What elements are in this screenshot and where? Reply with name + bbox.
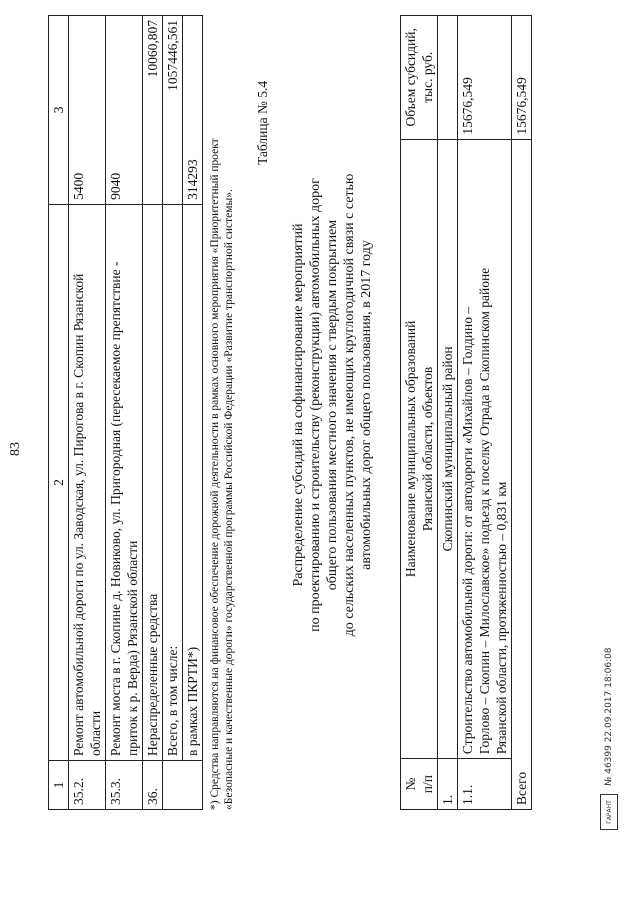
header-cell: 2 xyxy=(49,204,69,760)
table-row xyxy=(143,16,163,810)
header-line: Наименование муниципальных образований xyxy=(403,320,418,578)
header-volume xyxy=(401,16,438,140)
title-line: по проектированию и строительству (реконструкции) автомобильных дорог xyxy=(308,178,323,632)
table-row xyxy=(106,16,143,810)
header-line: тыс. руб. xyxy=(420,51,435,103)
row-value: 15676,549 xyxy=(458,16,512,140)
table-row xyxy=(69,16,106,810)
row-number xyxy=(163,761,183,810)
title-line: автомобильных дорог общего пользования, в 2017 году xyxy=(359,240,374,570)
row-number xyxy=(183,761,203,810)
row-name xyxy=(69,204,106,760)
subsidy-distribution-table xyxy=(400,15,532,810)
header-cell: 3 xyxy=(49,16,69,205)
row-number: 35.2. xyxy=(69,761,106,810)
subsidy-table-continuation xyxy=(48,15,203,810)
row-number: 35.3. xyxy=(106,761,143,810)
table-row xyxy=(163,16,183,810)
section-value xyxy=(438,16,458,140)
row-name xyxy=(106,204,143,760)
header-line: Рязанской области, объектов xyxy=(420,366,435,532)
row-name: Всего, в том числе: xyxy=(163,204,183,760)
row-name-line: области xyxy=(88,710,103,757)
row-value: 5400 xyxy=(69,16,106,205)
header-number xyxy=(401,759,438,810)
section-name: Скопинский муниципальный район xyxy=(438,139,458,759)
header-cell: 1 xyxy=(49,761,69,810)
row-name: в рамках ПКРТИ*) xyxy=(183,204,203,760)
total-value: 15676,549 xyxy=(512,16,532,140)
table-row xyxy=(458,16,512,810)
row-name: Нераспределенные средства xyxy=(143,204,163,760)
header-name xyxy=(401,139,438,759)
table-label: Таблица № 5.4 xyxy=(255,80,270,165)
table-title xyxy=(290,95,375,715)
title-line: общего пользования местного значения с твердым покрытием xyxy=(325,219,340,591)
table-header-row xyxy=(401,16,438,810)
row-name xyxy=(458,139,512,759)
footnote-line: «Безопасные и качественные дороги» государственной программы Российской Федерации «Развитие транспортной системы». xyxy=(223,189,235,810)
row-value: 1057446,561 xyxy=(163,16,183,205)
total-row xyxy=(512,16,532,810)
title-line: до сельских населенных пунктов, не имеющих круглогодичной связи с сетью xyxy=(342,173,357,637)
header-line: п/п xyxy=(420,774,435,794)
row-name-line: Ремонт моста в г. Скопине д. Новиково, ул. Пригородная (пересекаемое препятствие - xyxy=(108,261,123,757)
row-name-line: приток к р. Верда) Рязанской области xyxy=(125,540,140,757)
total-label: Всего xyxy=(512,139,532,809)
header-line: Объем субсидий, xyxy=(403,28,418,127)
section-number: 1. xyxy=(438,759,458,810)
garant-logo-icon: ГАРАНТ xyxy=(600,794,618,830)
section-row xyxy=(438,16,458,810)
footnote-line: *) Средства направляются на финансовое обеспечение дорожной деятельности в рамках основного мероприятия «Приоритетный проект xyxy=(209,138,221,810)
row-name-line: Ремонт автомобильной дороги по ул. Заводская, ул. Пирогова в г. Скопин Рязанской xyxy=(71,273,86,757)
document-stamp xyxy=(600,647,618,830)
row-name-line: Рязанской области, протяженностью – 0,831 км xyxy=(494,481,509,755)
table-row xyxy=(183,16,203,810)
row-value: 9040 xyxy=(106,16,143,205)
page-number: 83 xyxy=(8,442,23,456)
footnote xyxy=(208,0,236,810)
row-name-line: Строительство автомобильной дороги: от автодороги «Михайлов – Голдино – xyxy=(460,306,475,755)
row-value: 10060,807 xyxy=(143,16,163,205)
row-value: 314293 xyxy=(183,16,203,205)
stamp-text: № 46399 22.09.2017 18:06:08 xyxy=(604,647,614,786)
row-name-line: Горлово – Скопин – Милославское» подъезд к поселку Отрада в Скопинском районе xyxy=(477,267,492,755)
row-number: 36. xyxy=(143,761,163,810)
row-number: 1.1. xyxy=(458,759,512,810)
table-header-row xyxy=(49,16,69,810)
header-line: № xyxy=(403,777,418,791)
title-line: Распределение субсидий на софинансирование мероприятий xyxy=(291,223,306,587)
